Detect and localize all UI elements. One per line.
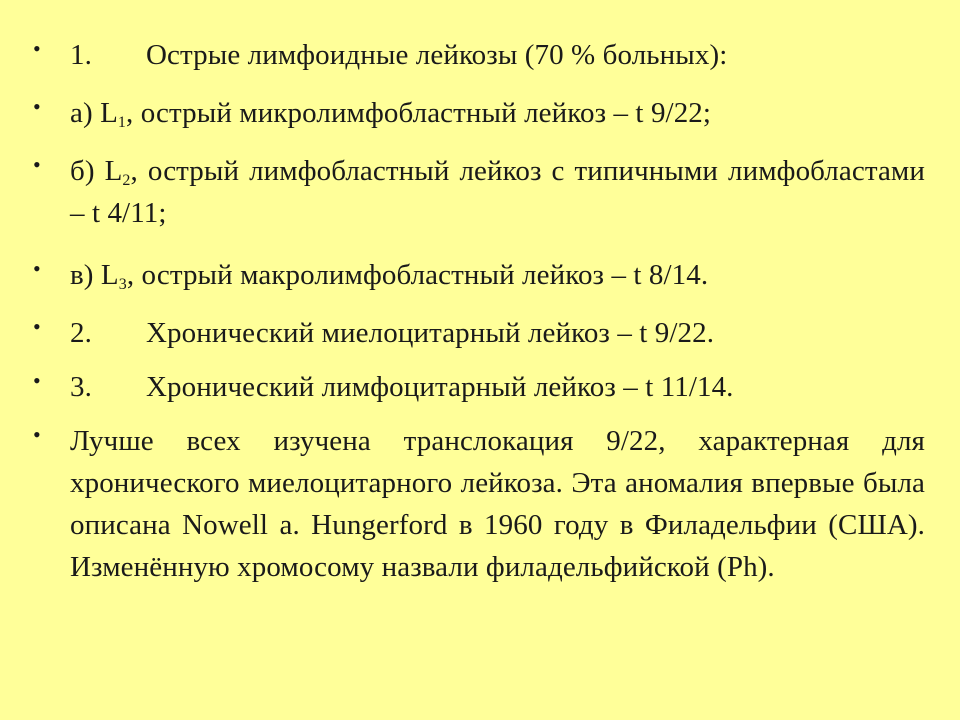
item-subscript: 3 [118,276,127,293]
item-text: , острый лимфобластный лейкоз с типичными лимфобластами – t 4/11; [70,155,925,229]
item-text: Хронический лимфоцитарный лейкоз – t 11/14. [146,371,734,403]
item-number: 2. [70,317,92,349]
item-prefix: в) L [70,259,119,291]
bullet-icon: • [33,152,41,177]
item-subscript: 1 [117,114,127,131]
list-item-l3 [33,254,925,296]
list-item-l2 [33,150,925,234]
item-text: , острый микролимфобластный лейкоз – t 9/22; [126,97,712,129]
bullet-icon: • [33,314,41,339]
list-item-l1 [33,92,925,134]
bullet-icon: • [33,422,41,447]
item-text: Острые лимфоидные лейкозы (70 % больных): [146,39,728,71]
item-number: 1. [70,39,92,71]
bullet-icon: • [33,368,41,393]
bullet-icon: • [33,94,41,119]
bullet-icon: • [33,256,41,281]
item-prefix: б) L [70,155,123,187]
list-item-chronic-myelocytic [33,312,925,354]
list-item-chronic-lymphocytic [33,366,925,408]
item-text: Лучше всех изучена транслокация 9/22, характерная для хронического миелоцитарного лейкоза. Эта аномалия впервые была описана Nowell a. Hungerford в 1960 году в Филадельфии (США). Изменённую хромосому назвали филадельфийской (Ph). [70,425,925,583]
bullet-icon: • [33,36,41,61]
item-number: 3. [70,371,92,403]
list-item-acute-lymphoid [33,34,925,76]
item-text: Хронический миелоцитарный лейкоз – t 9/22. [146,317,715,349]
list-item-philadelphia-paragraph [33,420,925,588]
item-prefix: а) L [70,97,118,129]
item-subscript: 2 [122,172,131,189]
item-text: , острый макролимфобластный лейкоз – t 8/14. [126,259,709,291]
